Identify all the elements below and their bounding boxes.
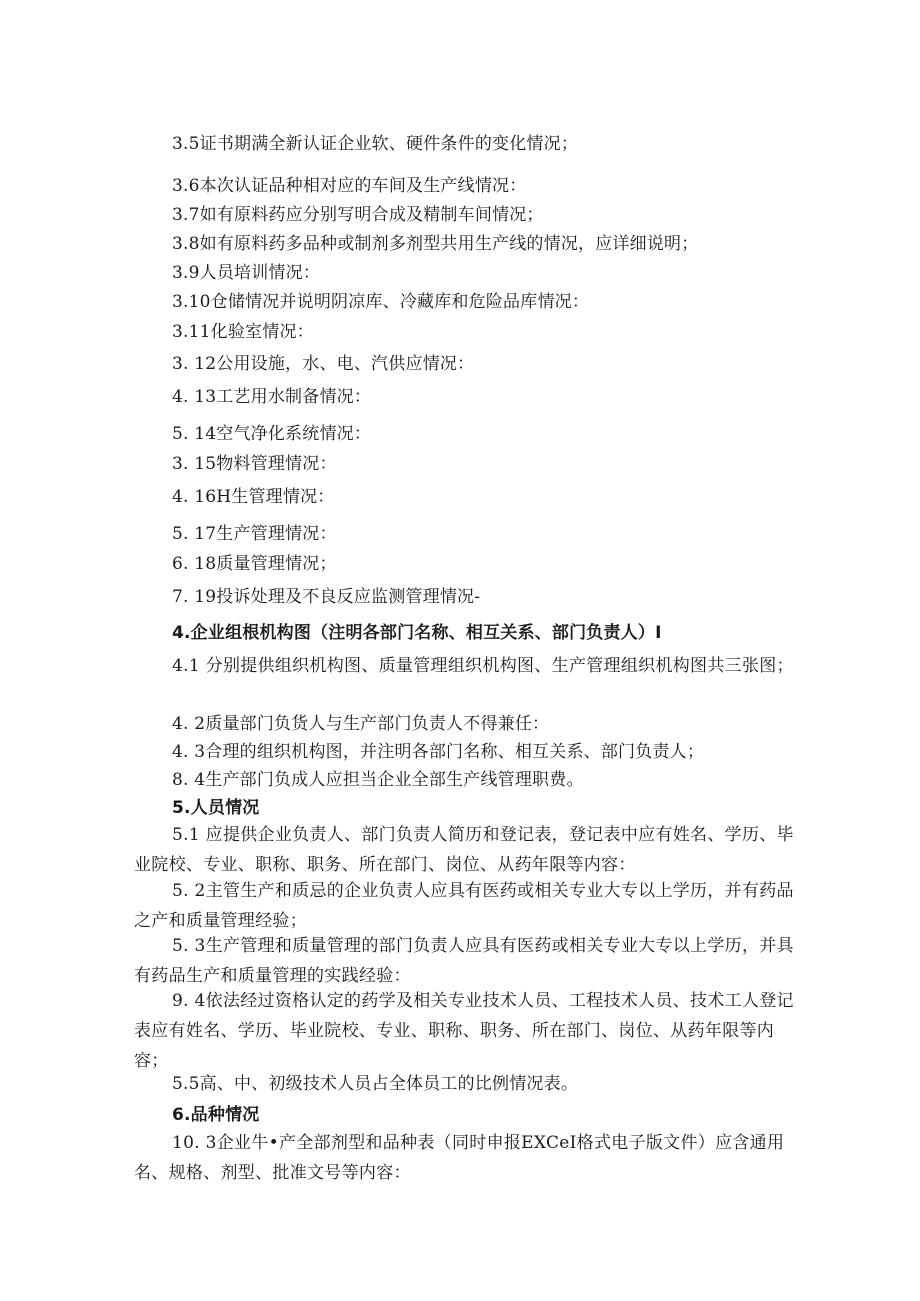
item-3-7: 3.7如有原料药应分别写明合成及精制车间情况； xyxy=(172,205,544,225)
item-3-18: 6. 18质量管理情况； xyxy=(172,554,337,574)
section4-heading: 4.企业组根机构图（注明各部门名称、相互关系、部门负责人）I xyxy=(172,623,662,643)
item-3-13: 4. 13工艺用水制备情况： xyxy=(172,387,372,407)
item-5-2: 5. 2主管生产和质忌的企业负责人应具有医药或相关专业大专以上学历，并有药品之产和质量管理经验； xyxy=(134,881,794,931)
section5-heading: 5.人员情况 xyxy=(172,798,260,818)
item-4-4: 8. 4生产部门负成人应担当企业全部生产线管理职费。 xyxy=(172,770,584,790)
item-3-6: 3.6本次认证品种相对应的车间及生产线情况： xyxy=(172,176,527,196)
item-3-11: 3.11化验室情况： xyxy=(172,322,314,342)
item-3-14: 5. 14空气净化系统情况： xyxy=(172,424,372,444)
item-6-1: 10. 3企业牛•产全部剂型和品种表（同时申报EXCeI格式电子版文件）应含通用名、规格、剂型、批准文号等内容： xyxy=(134,1133,785,1183)
section6-heading: 6.品种情况 xyxy=(172,1105,260,1125)
item-5-5: 5.5高、中、初级技术人员占全体员工的比例情况表。 xyxy=(172,1074,579,1094)
item-5-3: 5. 3生产管理和质量管理的部门负责人应具有医药或相关专业大专以上学历，并具有药品生产和质量管理的实践经验： xyxy=(134,936,794,986)
item-4-3: 4. 3合理的组织机构图，并注明各部门名称、相互关系、部门负责人； xyxy=(172,742,705,762)
item-4-2: 4. 2质量部门负货人与生产部门负责人不得兼任： xyxy=(172,714,550,734)
item-5-4: 9. 4依法经过资格认定的药学及相关专业技术人员、工程技术人员、技术工人登记表应有姓名、学历、毕业院校、专业、职称、职务、所在部门、岗位、从药年限等内容； xyxy=(134,991,794,1071)
item-3-10: 3.10仓储情况并说明阴凉库、冷藏库和危险品库情况： xyxy=(172,292,590,312)
item-3-12: 3. 12公用设施，水、电、汽供应情况： xyxy=(172,354,475,374)
item-3-19: 7. 19投诉处理及不良反应监测管理情况- xyxy=(172,587,481,607)
item-3-8: 3.8如有原料药多品种或制剂多剂型共用生产线的情况，应详细说明； xyxy=(172,234,699,254)
item-3-15: 3. 15物料管理情况： xyxy=(172,454,337,474)
item-4-1: 4.1 分别提供组织机构图、质量管理组织机构图、生产管理组织机构图共三张图； xyxy=(172,656,794,676)
item-3-17: 5. 17生产管理情况： xyxy=(172,524,337,544)
item-3-16: 4. 16H生管理情况： xyxy=(172,487,335,507)
item-3-9: 3.9人员培训情况： xyxy=(172,263,321,283)
item-3-5: 3.5证书期满全新认证企业软、硬件条件的变化情况； xyxy=(172,134,579,154)
item-5-1: 5.1 应提供企业负责人、部门负责人简历和登记表，登记表中应有姓名、学历、毕业院校、专业、职称、职务、所在部门、岗位、从药年限等内容： xyxy=(134,825,794,875)
